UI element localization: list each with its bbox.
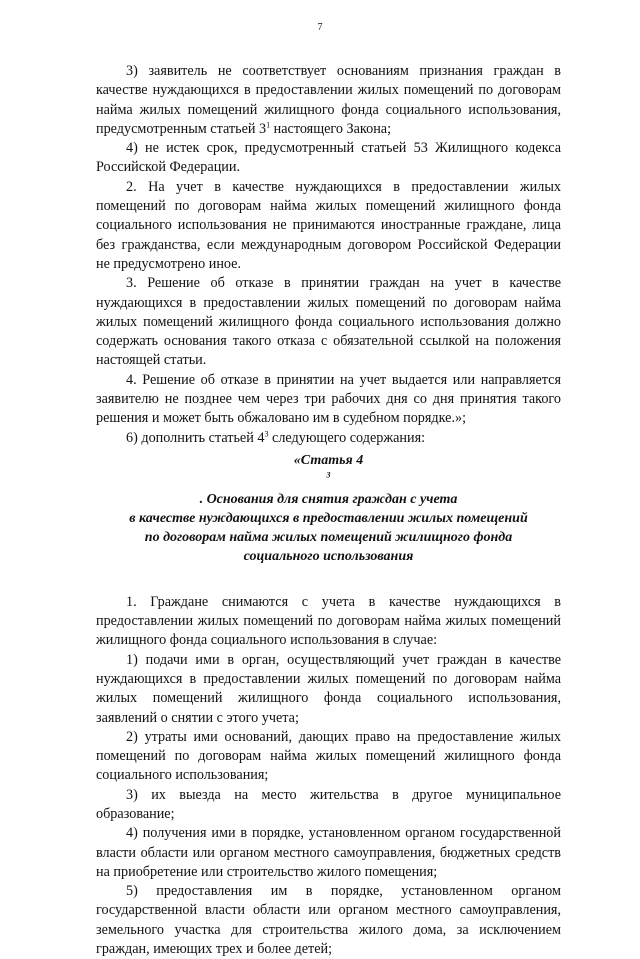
article-heading <box>96 451 561 567</box>
paragraph-clause-3: 3. Решение об отказе в принятии граждан на учет в качестве нуждающихся в предоставлении жилых помещений по договорам найма жилых помещений жилищного фонда социального использования должно содержать основания такого отказа с обязательной ссылкой на положения настоящей статьи. <box>96 275 561 369</box>
list-item: 5) предоставления им в порядке, установленном органом государственной власти области или органом местного самоуправления, земельного участка для строительства жилого дома, за исключением граждан, имеющих трех и более детей; <box>96 883 561 958</box>
paragraph-item-3: 3) заявитель не соответствует основаниям признания граждан в качестве нуждающихся в предоставлении жилых помещений по договорам найма жилых помещений жилищного фонда социального использования, предусмотренным статьей $3^1$ настоящего Закона; <box>96 63 561 137</box>
list-item: 1) подачи ими в орган, осуществляющий учет граждан в качестве нуждающихся в предоставлении жилых помещений по договорам найма жилых помещений жилищного фонда социального использования, заявлений о снятии с этого учета; <box>96 651 561 726</box>
article-heading-line-4: социального использования <box>243 549 414 565</box>
paragraph-item-4: 4) не истек срок, предусмотренный статьей 53 Жилищного кодекса Российской Федерации. <box>96 140 561 176</box>
article-heading-line-3: по договорам найма жилых помещений жилищного фонда <box>144 530 513 546</box>
article-heading-line-1: «Статья 4 $^3$ . Основания для снятия граждан с учета <box>199 452 458 507</box>
list-item: 3) их выезда на место жительства в другое муниципальное образование; <box>96 786 561 822</box>
amendment-line: 6) дополнить статьей $4^3$ следующего содержания: <box>126 428 426 446</box>
list-item: 4) получения ими в порядке, установленном органом государственной власти области или органом местного самоуправления, бюджетных средств на приобретение или строительство жилого помещения; <box>96 825 561 880</box>
paragraph-clause-4: 4. Решение об отказе в принятии на учет выдается или направляется заявителю не позднее чем через три рабочих дня со дня принятия такого решения и может быть обжаловано им в судебном порядке.»; <box>96 371 561 427</box>
paragraph-article-clause-1: 1. Граждане снимаются с учета в качестве нуждающихся в предоставлении жилых помещений по договорам найма жилых помещений жилищного фонда социального использования в случае: <box>96 593 561 649</box>
document-body <box>96 62 561 959</box>
list-item: 2) утраты ими оснований, дающих право на предоставление жилых помещений по договорам найма жилых помещений жилищного фонда социального использования; <box>96 728 561 784</box>
page-number: 7 <box>317 22 323 33</box>
article-heading-line-2: в качестве нуждающихся в предоставлении жилых помещений <box>129 510 528 526</box>
paragraph-clause-2: 2. На учет в качестве нуждающихся в предоставлении жилых помещений по договорам найма жилых помещений жилищного фонда социального использования не принимаются иностранные граждане, лица без гражданства, если международным договором Российской Федерации не предусмотрено иное. <box>96 178 561 272</box>
